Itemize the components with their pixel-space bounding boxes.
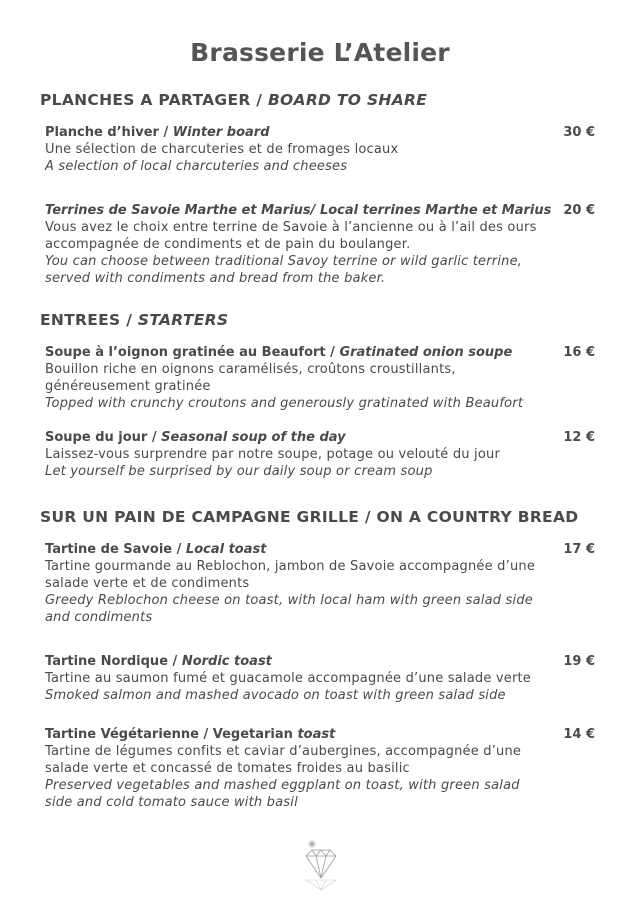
item-name — [45, 429, 593, 446]
item-price: 12 € — [563, 430, 595, 445]
section-title-en: STARTERS — [137, 311, 229, 329]
section-title — [40, 91, 610, 109]
item-name-fr: Soupe du jour / — [45, 430, 162, 445]
item-name-fr: Soupe à l’oignon gratinée au Beaufort / — [45, 345, 340, 360]
item-desc-en: A selection of local charcuteries and cheeses — [45, 159, 348, 174]
item-desc-en: Preserved vegetables and mashed eggplant on toast, with green salad side and cold tomato sauce with basil — [45, 778, 520, 810]
item-desc-en: Greedy Reblochon cheese on toast, with local ham with green salad side and condiments — [45, 593, 533, 625]
item-price: 30 € — [563, 125, 595, 140]
item-desc-fr: Laissez-vous surprendre par notre soupe, potage ou velouté du jour — [45, 447, 500, 462]
menu-item-savoie-toast — [45, 541, 593, 626]
item-name-en: Gratinated onion soupe — [339, 345, 513, 360]
item-name: Terrines de Savoie Marthe et Marius/ Local terrines Marthe et Marius — [45, 203, 552, 218]
item-name-fr: Planche d’hiver / — [45, 125, 173, 140]
section-boards — [40, 91, 610, 287]
item-name — [45, 541, 593, 558]
item-desc-en: Topped with crunchy croutons and generously gratinated with Beaufort — [45, 396, 524, 411]
item-name — [45, 344, 593, 361]
item-price: 20 € — [563, 203, 595, 218]
item-name-en: toast — [297, 727, 336, 742]
section-title-fr: PLANCHES A PARTAGER / — [40, 91, 268, 109]
item-price: 17 € — [563, 542, 595, 557]
menu-item-onion-soup — [45, 344, 593, 412]
item-desc-en: You can choose between traditional Savoy terrine or wild garlic terrine, served with condiments and bread from the baker. — [45, 254, 523, 286]
item-name — [45, 726, 593, 743]
restaurant-title: Brasserie L’Atelier — [190, 38, 450, 67]
item-name — [45, 124, 593, 141]
section-title — [40, 508, 610, 526]
item-name-en: Local toast — [185, 542, 267, 557]
item-name — [45, 653, 593, 670]
menu-item-winter-board — [45, 124, 593, 175]
menu-item-soup-of-day — [45, 429, 593, 480]
item-desc-en: Smoked salmon and mashed avocado on toast with green salad side — [45, 688, 506, 703]
item-desc-fr: Tartine gourmande au Reblochon, jambon de Savoie accompagnée d’une salade verte et de condiments — [45, 559, 536, 591]
section-country-bread — [40, 508, 610, 811]
diamond-logo-icon — [300, 838, 342, 892]
item-name-fr: Tartine Nordique / — [45, 654, 182, 669]
item-price: 16 € — [563, 345, 595, 360]
item-desc-fr: Bouillon riche en oignons caramélisés, croûtons croustillants, généreusement gratinée — [45, 362, 456, 394]
item-desc-fr: Une sélection de charcuteries et de fromages locaux — [45, 142, 399, 157]
menu-item-vegetarian-toast — [45, 726, 593, 811]
item-desc-fr: Tartine de légumes confits et caviar d’aubergines, accompagnée d’une salade verte et concassé de tomates froides au basilic — [45, 744, 522, 776]
item-price: 19 € — [563, 654, 595, 669]
item-name-en: Nordic toast — [181, 654, 272, 669]
section-title — [40, 311, 610, 329]
section-title-fr: SUR UN PAIN DE CAMPAGNE GRILLE / ON A COUNTRY BREAD — [40, 508, 579, 526]
section-starters — [40, 311, 610, 480]
item-name-en: Seasonal soup of the day — [161, 430, 346, 445]
item-price: 14 € — [563, 727, 595, 742]
item-name-fr: Tartine Végétarienne / Vegetarian — [45, 727, 298, 742]
menu-item-terrines — [45, 202, 593, 287]
item-desc-fr: Vous avez le choix entre terrine de Savoie à l’ancienne ou à l’ail des ours accompagnée de condiments et de pain du boulanger. — [45, 220, 537, 252]
section-title-fr: ENTREES / — [40, 311, 138, 329]
section-title-en: BOARD TO SHARE — [267, 91, 428, 109]
menu-item-nordic-toast — [45, 653, 593, 704]
item-desc-fr: Tartine au saumon fumé et guacamole accompagnée d’une salade verte — [45, 671, 531, 686]
item-desc-en: Let yourself be surprised by our daily soup or cream soup — [45, 464, 433, 479]
item-name-en: Winter board — [172, 125, 270, 140]
item-name-fr: Tartine de Savoie / — [45, 542, 186, 557]
